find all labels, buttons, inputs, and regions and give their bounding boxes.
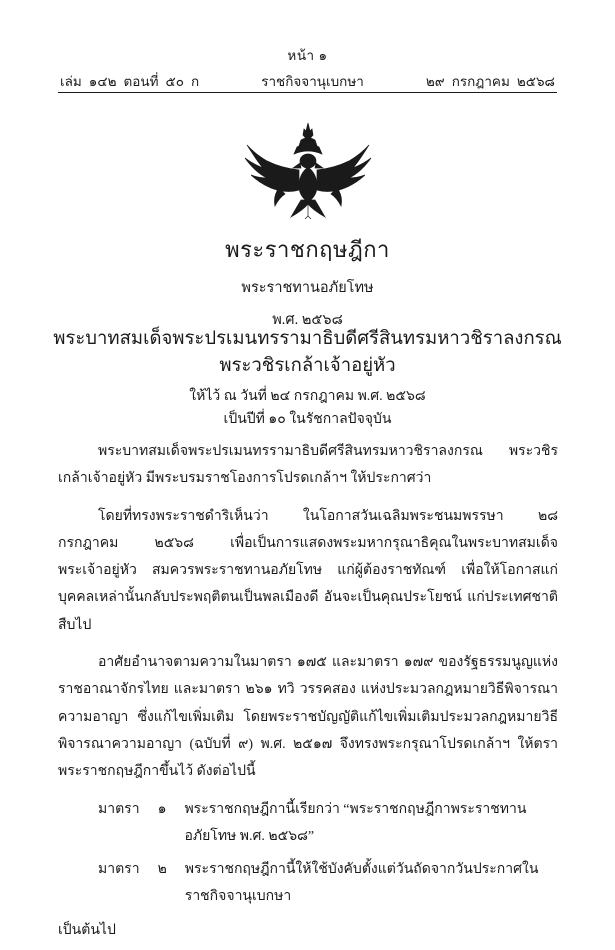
paragraph-3: อาศัยอำนาจตามความในมาตรา ๑๗๕ และมาตรา ๑๗๙ ของรัฐธรรมนูญแห่งราชอาณาจักรไทย และมาตรา ๒๖๑ ทวิ วรรคสอง แห่งประมวลกฎหมายวิธีพิจารณาความอาญา ซึ่งแก้ไขเพิ่มเติม โดยพระราชบัญญัติแก้ไขเพิ่มเติมประมวลกฎหมายวิธีพิจารณาความอาญา (ฉบับที่ ๙) พ.ศ. ๒๕๑๗ จึงทรงพระกรุณาโปรดเกล้าฯ ให้ตราพระราชกฤษฎีกาขึ้นไว้ ดังต่อไปนี้	[58, 655, 558, 780]
page-header	[0, 44, 615, 92]
royal-name-line-2: พระวชิรเกล้าเจ้าอยู่หัว	[219, 355, 396, 376]
header-divider	[58, 92, 557, 93]
emblem-container	[0, 120, 615, 225]
page-number: หน้า ๑	[287, 48, 328, 63]
paragraph-2: โดยที่ทรงพระราชดำริเห็นว่า ในโอกาสวันเฉลิมพระชนมพรรษา ๒๘ กรกฎาคม ๒๕๖๘ เพื่อเป็นการแสดงพระมหากรุณาธิคุณในพระบาทสมเด็จพระเจ้าอยู่หัว สมควรพระราชทานอภัยโทษ แก่ผู้ต้องราชทัณฑ์ เพื่อให้โอกาสแก่บุคคลเหล่านั้นกลับประพฤติตนเป็นพลเมืองดี อันจะเป็นคุณประโยชน์ แก่ประเทศชาติสืบไป	[58, 508, 558, 633]
part-suffix: ก	[190, 74, 200, 89]
section-1-text: พระราชกฤษฎีกานี้เรียกว่า “พระราชกฤษฎีกาพระราชทานอภัยโทษ พ.ศ. ๒๕๖๘”	[184, 801, 527, 844]
reign-year: เป็นปีที่ ๑๐ ในรัชกาลปัจจุบัน	[223, 412, 392, 428]
section-2-text: พระราชกฤษฎีกานี้ให้ใช้บังคับตั้งแต่วันถัดจากวันประกาศในราชกิจจานุเบกษา	[184, 862, 539, 905]
date-day: ๒๙	[425, 74, 445, 89]
document-subtitle: พระราชทานอภัยโทษ	[241, 280, 374, 296]
section-2	[58, 856, 558, 911]
section-2-number: ๒	[157, 862, 167, 878]
given-date-block	[0, 385, 615, 431]
volume-number: ๑๔๒	[88, 74, 117, 89]
header-date	[419, 70, 555, 92]
document-titles	[0, 232, 615, 331]
part-number: ๕๐	[165, 74, 184, 89]
royal-name-line-1: พระบาทสมเด็จพระปรเมนทรรามาธิบดีศรีสินทรมหาวชิราลงกรณ	[53, 329, 562, 349]
document-body	[58, 438, 558, 950]
royal-name-block	[0, 326, 615, 380]
section-1-label: มาตรา	[98, 801, 140, 817]
part-label: ตอนที่	[123, 74, 159, 89]
document-title: พระราชกฤษฎีกา	[225, 237, 390, 262]
date-year: ๒๕๖๘	[516, 74, 555, 89]
gazette-name: ราชกิจจานุเบกษา	[261, 74, 364, 89]
section-2-label: มาตรา	[98, 862, 140, 878]
section-1-number: ๑	[157, 801, 167, 817]
header-volume-part	[60, 70, 206, 92]
given-date: ให้ไว้ ณ วันที่ ๒๔ กรกฎาคม พ.ศ. ๒๕๖๘	[189, 389, 426, 404]
paragraph-1: พระบาทสมเด็จพระปรเมนทรรามาธิบดีศรีสินทรมหาวชิราลงกรณ พระวชิรเกล้าเจ้าอยู่หัว มีพระบรมราชโองการโปรดเกล้าฯ ให้ประกาศว่า	[58, 444, 558, 487]
section-2-continuation: เป็นต้นไป	[58, 922, 116, 938]
garuda-emblem	[233, 120, 383, 225]
section-1	[58, 796, 558, 851]
date-month: กรกฎาคม	[451, 74, 510, 89]
volume-label: เล่ม	[60, 74, 82, 89]
header-line	[0, 70, 615, 92]
document-year: พ.ศ. ๒๕๖๘	[272, 312, 343, 328]
